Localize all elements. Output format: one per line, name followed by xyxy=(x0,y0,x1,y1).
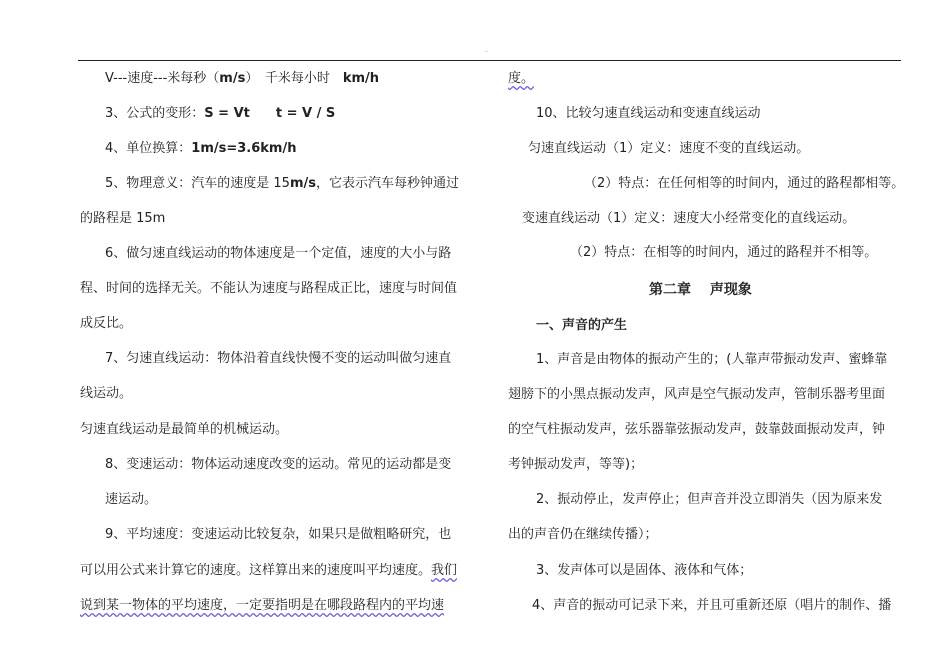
paragraph-line: 9、平均速度：变速运动比较复杂，如果只是做粗略研究，也 xyxy=(105,527,452,542)
line-physical-meaning xyxy=(105,175,459,193)
text: V---速度---米每秒（ xyxy=(105,71,220,86)
paragraph-line: 线运动。 xyxy=(80,386,133,401)
text-bold: km/h xyxy=(342,71,380,86)
paragraph-line: 6、做匀速直线运动的物体速度是一个定值，速度的大小与路 xyxy=(105,246,452,261)
paragraph-line-underlined: 说到某一物体的平均速度，一定要指明是在哪段路程内的平均速 xyxy=(80,598,445,613)
paragraph-line: 1、声音是由物体的振动产生的；(人靠声带振动发声、蜜蜂靠 xyxy=(536,352,888,367)
text-bold: m/s xyxy=(219,71,246,86)
paragraph-line: 10、比较匀速直线运动和变速直线运动 xyxy=(536,106,761,121)
text: ） 千米每小时 xyxy=(245,71,343,86)
paragraph-line: 考钟振动发声，等等)； xyxy=(508,457,644,472)
text-underlined: 我们 xyxy=(431,563,458,578)
section-heading: 一、声音的产生 xyxy=(536,318,628,333)
paragraph-line: 7、匀速直线运动：物体沿着直线快慢不变的运动叫做匀速直 xyxy=(105,351,452,366)
line-formula-transform xyxy=(105,105,335,123)
text: 4、单位换算： xyxy=(105,141,192,156)
paragraph-line: 4、声音的振动可记录下来，并且可重新还原（唱片的制作、播 xyxy=(532,598,892,613)
paragraph-line: 速运动。 xyxy=(105,492,158,507)
paragraph-line: 2、振动停止，发声停止；但声音并没立即消失（因为原来发 xyxy=(536,492,883,507)
header-rule xyxy=(78,60,901,61)
text-bold: m/s xyxy=(289,176,316,191)
paragraph-line xyxy=(80,562,457,580)
text: 3、公式的变形： xyxy=(105,106,205,121)
formula: S = Vt t = V / S xyxy=(204,106,336,121)
paragraph-line: 变速直线运动（1）定义：速度大小经常变化的直线运动。 xyxy=(522,211,856,226)
text: 可以用公式来计算它的速度。这样算出来的速度叫平均速度。 xyxy=(80,563,432,578)
conversion: 1m/s=3.6km/h xyxy=(191,141,297,156)
paragraph-line: 成反比。 xyxy=(80,316,133,331)
paragraph-line: 的空气柱振动发声，弦乐器靠弦振动发声，鼓靠鼓面振动发声，钟 xyxy=(508,422,886,437)
text: ，它表示汽车每秒钟通过 xyxy=(316,176,460,191)
line-unit-conversion xyxy=(105,140,296,158)
line-velocity-units xyxy=(105,70,379,88)
paragraph-line: 匀速直线运动是最简单的机械运动。 xyxy=(80,422,289,437)
paragraph-line: 3、发声体可以是固体、液体和气体； xyxy=(536,563,753,578)
paragraph-line: 翅膀下的小黑点振动发声，风声是空气振动发声，管制乐器考里面 xyxy=(508,387,886,402)
paragraph-line-underlined: 度。 xyxy=(508,71,535,86)
header-mark: ·· xyxy=(484,48,489,56)
chapter-heading: 第二章 声现象 xyxy=(649,282,752,298)
paragraph-line: 出的声音仍在继续传播）； xyxy=(508,527,658,542)
paragraph-line: （2）特点：在任何相等的时间内，通过的路程都相等。 xyxy=(584,176,905,191)
paragraph-line: 匀速直线运动（1）定义：速度不变的直线运动。 xyxy=(528,141,810,156)
paragraph-line: 程、时间的选择无关。不能认为速度与路程成正比，速度与时间值 xyxy=(80,281,458,296)
paragraph-line: （2）特点：在相等的时间内，通过的路程并不相等。 xyxy=(570,245,878,260)
text: 5、物理意义：汽车的速度是 15 xyxy=(105,176,290,191)
paragraph-line: 8、变速运动：物体运动速度改变的运动。常见的运动都是变 xyxy=(105,457,452,472)
paragraph-line: 的路程是 15m xyxy=(80,211,166,226)
